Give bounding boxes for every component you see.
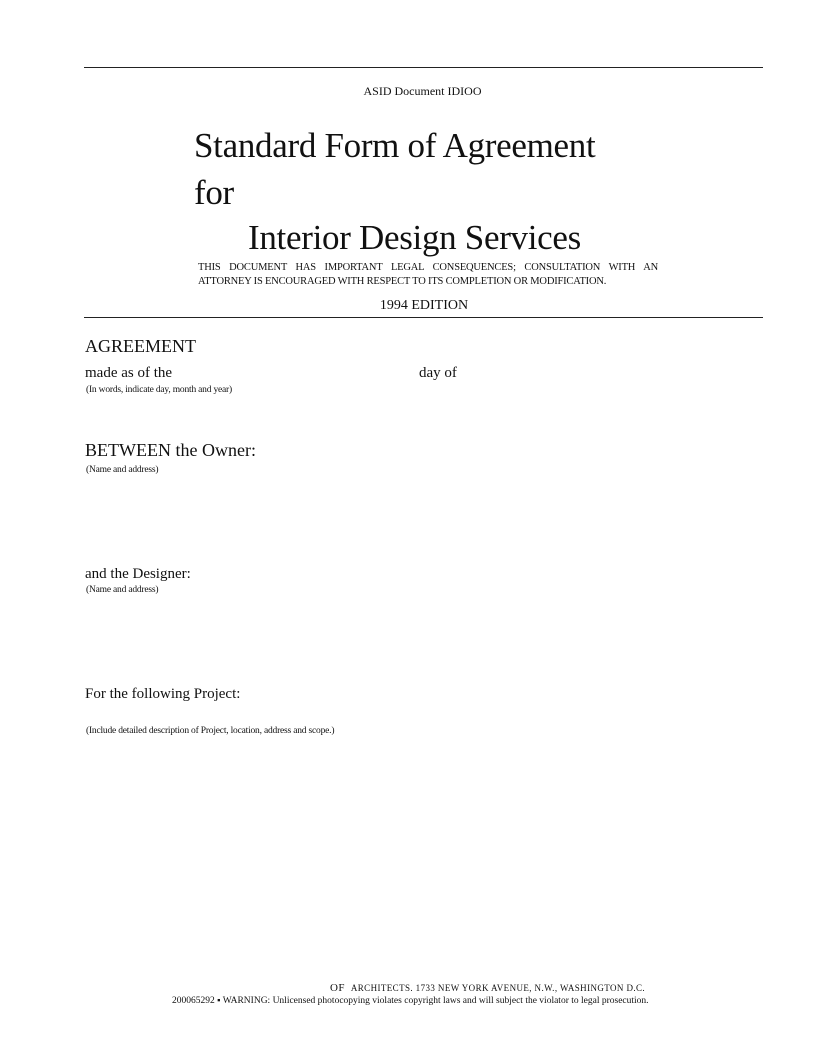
day-of-label: day of xyxy=(419,365,457,381)
title-line-2: for xyxy=(194,173,234,212)
made-as-of-label: made as of the xyxy=(85,365,173,381)
edition-label: 1994 EDITION xyxy=(379,298,469,313)
owner-heading: BETWEEN the Owner: xyxy=(85,440,256,460)
top-rule xyxy=(84,67,763,68)
agreement-heading: AGREEMENT xyxy=(85,336,196,356)
section-rule xyxy=(84,317,763,318)
footer-address: ARCHITECTS. 1733 NEW YORK AVENUE, N.W., WASHINGTON D.C. xyxy=(350,983,646,993)
legal-warning-line-1: THIS DOCUMENT HAS IMPORTANT LEGAL CONSEQUENCES; CONSULTATION WITH AN xyxy=(198,262,658,273)
project-label: For the following Project: xyxy=(85,686,241,702)
title-line-1: Standard Form of Agreement xyxy=(194,126,596,165)
designer-label: and the Designer: xyxy=(85,566,191,582)
document-id: ASID Document IDIOO xyxy=(363,84,482,98)
legal-warning-line-2: ATTORNEY IS ENCOURAGED WITH RESPECT TO ITS COMPLETION OR MODIFICATION. xyxy=(198,276,607,287)
project-hint: (Include detailed description of Project, location, address and scope.) xyxy=(86,726,335,736)
date-hint: (In words, indicate day, month and year) xyxy=(86,385,232,395)
title-line-3: Interior Design Services xyxy=(248,218,581,257)
footer-publisher-line xyxy=(330,982,645,994)
footer-of: OF xyxy=(330,982,345,994)
footer-copyright-warning: 200065292 ▪ WARNING: Unlicensed photocopying violates copyright laws and will subject the violator to legal prosecution. xyxy=(172,996,649,1006)
owner-hint: (Name and address) xyxy=(86,465,159,475)
designer-hint: (Name and address) xyxy=(86,585,159,595)
legal-warning xyxy=(198,261,658,289)
